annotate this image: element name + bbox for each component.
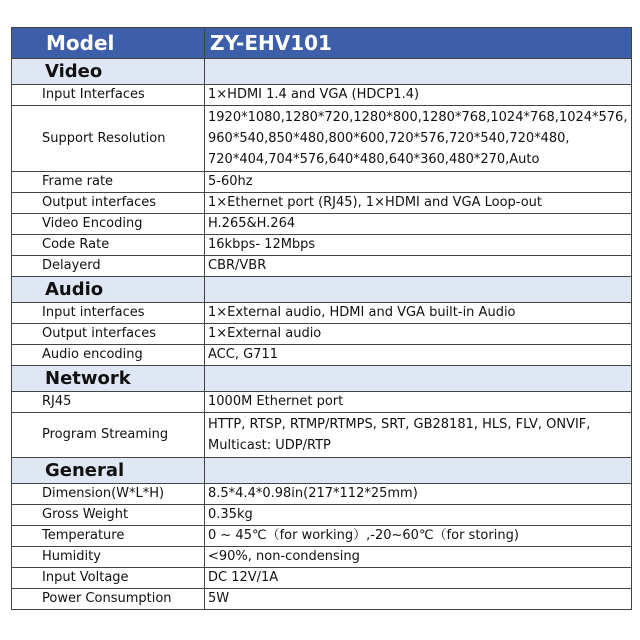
spec-row [12,589,632,610]
spec-value-line: 720*404,704*576,640*480,640*360,480*270,Auto [208,152,540,167]
spec-row [12,392,632,413]
spec-label: Output interfaces [12,193,205,214]
section-title: Audio [12,277,205,303]
spec-row [12,345,632,366]
spec-label: Program Streaming [12,413,205,458]
section-blank [205,277,632,303]
section-blank [205,366,632,392]
spec-label: Input Interfaces [12,85,205,106]
spec-table [11,27,632,610]
section-header-audio [12,277,632,303]
spec-value: 5-60hz [205,172,632,193]
spec-label: Frame rate [12,172,205,193]
header-key: Model [12,28,205,59]
header-value: ZY-EHV101 [205,28,632,59]
spec-label: Gross Weight [12,505,205,526]
spec-value: H.265&H.264 [205,214,632,235]
spec-row [12,106,632,172]
spec-value: 1×Ethernet port (RJ45), 1×HDMI and VGA Loop-out [205,193,632,214]
spec-value: 8.5*4.4*0.98in(217*112*25mm) [205,484,632,505]
spec-row [12,526,632,547]
spec-value [205,413,632,458]
section-header-video [12,59,632,85]
spec-row [12,172,632,193]
spec-label: Audio encoding [12,345,205,366]
spec-value: <90%, non-condensing [205,547,632,568]
spec-value: 1×External audio, HDMI and VGA built-in Audio [205,303,632,324]
spec-value: 16kbps- 12Mbps [205,235,632,256]
spec-row [12,324,632,345]
spec-row [12,85,632,106]
spec-row [12,214,632,235]
spec-row [12,235,632,256]
spec-label: Support Resolution [12,106,205,172]
section-header-network [12,366,632,392]
spec-value: 1×HDMI 1.4 and VGA (HDCP1.4) [205,85,632,106]
spec-row [12,568,632,589]
spec-value-line: Multicast: UDP/RTP [208,438,331,453]
spec-value-line: 1920*1080,1280*720,1280*800,1280*768,1024*768,1024*576, [208,110,628,125]
spec-label: Delayerd [12,256,205,277]
header-row [12,28,632,59]
spec-value: DC 12V/1A [205,568,632,589]
spec-value-line: HTTP, RTSP, RTMP/RTMPS, SRT, GB28181, HLS, FLV, ONVIF, [208,417,591,432]
spec-label: Code Rate [12,235,205,256]
section-title: Video [12,59,205,85]
section-header-general [12,458,632,484]
spec-row [12,547,632,568]
section-title: General [12,458,205,484]
spec-value: CBR/VBR [205,256,632,277]
spec-label: Dimension(W*L*H) [12,484,205,505]
section-blank [205,458,632,484]
spec-label: Power Consumption [12,589,205,610]
spec-value: 0.35kg [205,505,632,526]
spec-row [12,505,632,526]
spec-value: 1×External audio [205,324,632,345]
spec-value: 5W [205,589,632,610]
spec-label: Input interfaces [12,303,205,324]
spec-value: 0 ~ 45℃（for working）,-20~60℃（for storing) [205,526,632,547]
spec-row [12,413,632,458]
spec-label: Temperature [12,526,205,547]
section-title: Network [12,366,205,392]
spec-value-line: 960*540,850*480,800*600,720*576,720*540,720*480, [208,131,570,146]
spec-value: ACC, G711 [205,345,632,366]
spec-label: Humidity [12,547,205,568]
spec-row [12,193,632,214]
spec-label: Input Voltage [12,568,205,589]
spec-row [12,484,632,505]
spec-value: 1000M Ethernet port [205,392,632,413]
spec-row [12,256,632,277]
spec-label: Video Encoding [12,214,205,235]
spec-label: Output interfaces [12,324,205,345]
section-blank [205,59,632,85]
spec-row [12,303,632,324]
spec-value [205,106,632,172]
spec-label: RJ45 [12,392,205,413]
